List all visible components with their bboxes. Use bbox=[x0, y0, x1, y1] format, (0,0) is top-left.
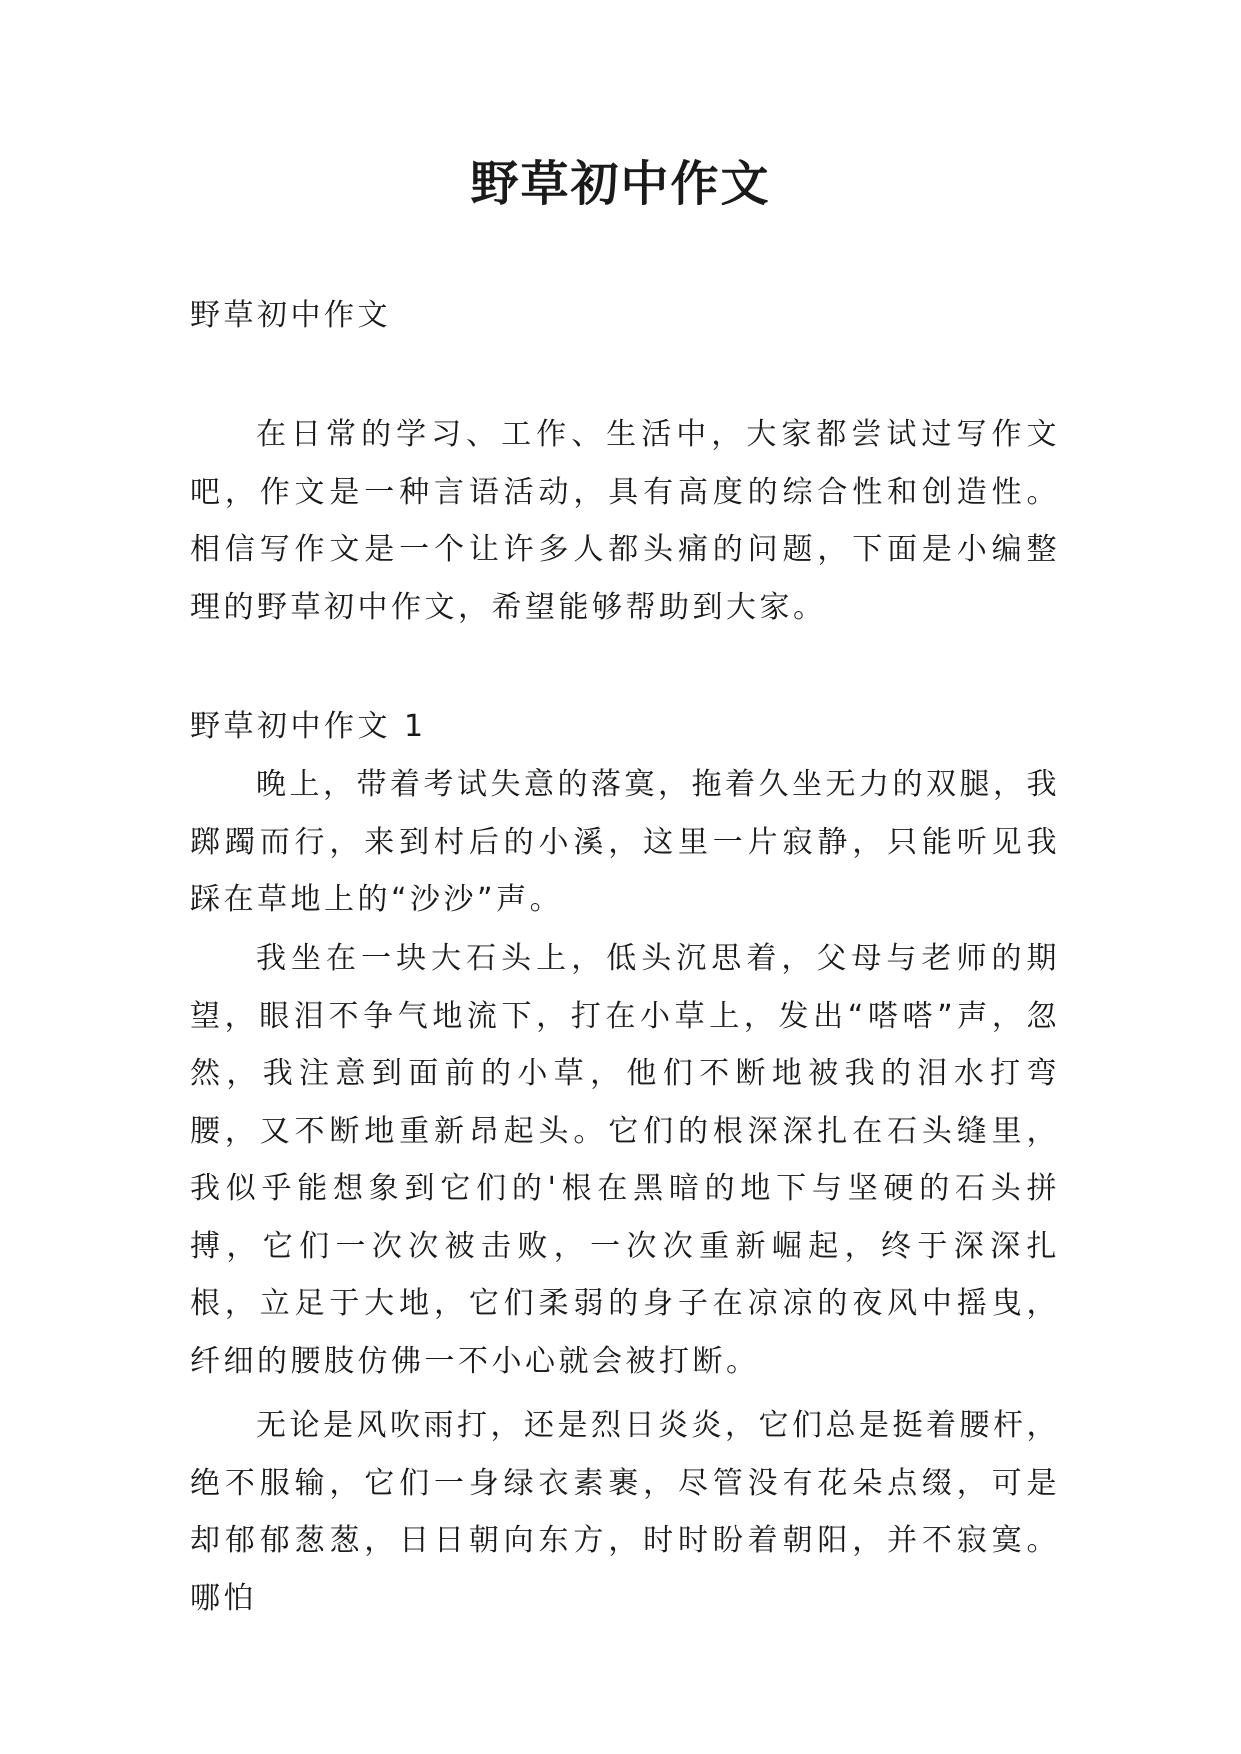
body-paragraph: 晚上，带着考试失意的落寞，拖着久坐无力的双腿，我踯躅而行，来到村后的小溪，这里一片寂静，只能听见我踩在草地上的“沙沙”声。 bbox=[190, 767, 1060, 917]
document-title: 野草初中作文 bbox=[470, 156, 771, 212]
body-paragraph: 我坐在一块大石头上，低头沉思着，父母与老师的期望，眼泪不争气地流下，打在小草上，发出“嗒嗒”声，忽然，我注意到面前的小草，他们不断地被我的泪水打弯腰，又不断地重新昂起头。它们的根深深扎在石头缝里，我似乎能想象到它们的'根在黑暗的地下与坚硬的石头拼搏，它们一次次被击败，一次次重新崛起，终于深深扎根，立足于大地，它们柔弱的身子在凉凉的夜风中摇曳，纤细的腰肢仿佛一不小心就会被打断。 bbox=[190, 941, 1060, 1379]
intro-paragraph: 在日常的学习、工作、生活中，大家都尝试过写作文吧，作文是一种言语活动，具有高度的综合性和创造性。相信写作文是一个让许多人都头痛的问题，下面是小编整理的野草初中作文，希望能够帮助到大家。 bbox=[190, 417, 1060, 625]
document-subtitle: 野草初中作文 bbox=[190, 298, 391, 333]
body-paragraph: 无论是风吹雨打，还是烈日炎炎，它们总是挺着腰杆，绝不服输，它们一身绿衣素裹，尽管没有花朵点缀，可是却郁郁葱葱，日日朝向东方，时时盼着朝阳，并不寂寞。哪怕 bbox=[190, 1408, 1060, 1616]
section-heading: 野草初中作文 1 bbox=[190, 709, 427, 744]
